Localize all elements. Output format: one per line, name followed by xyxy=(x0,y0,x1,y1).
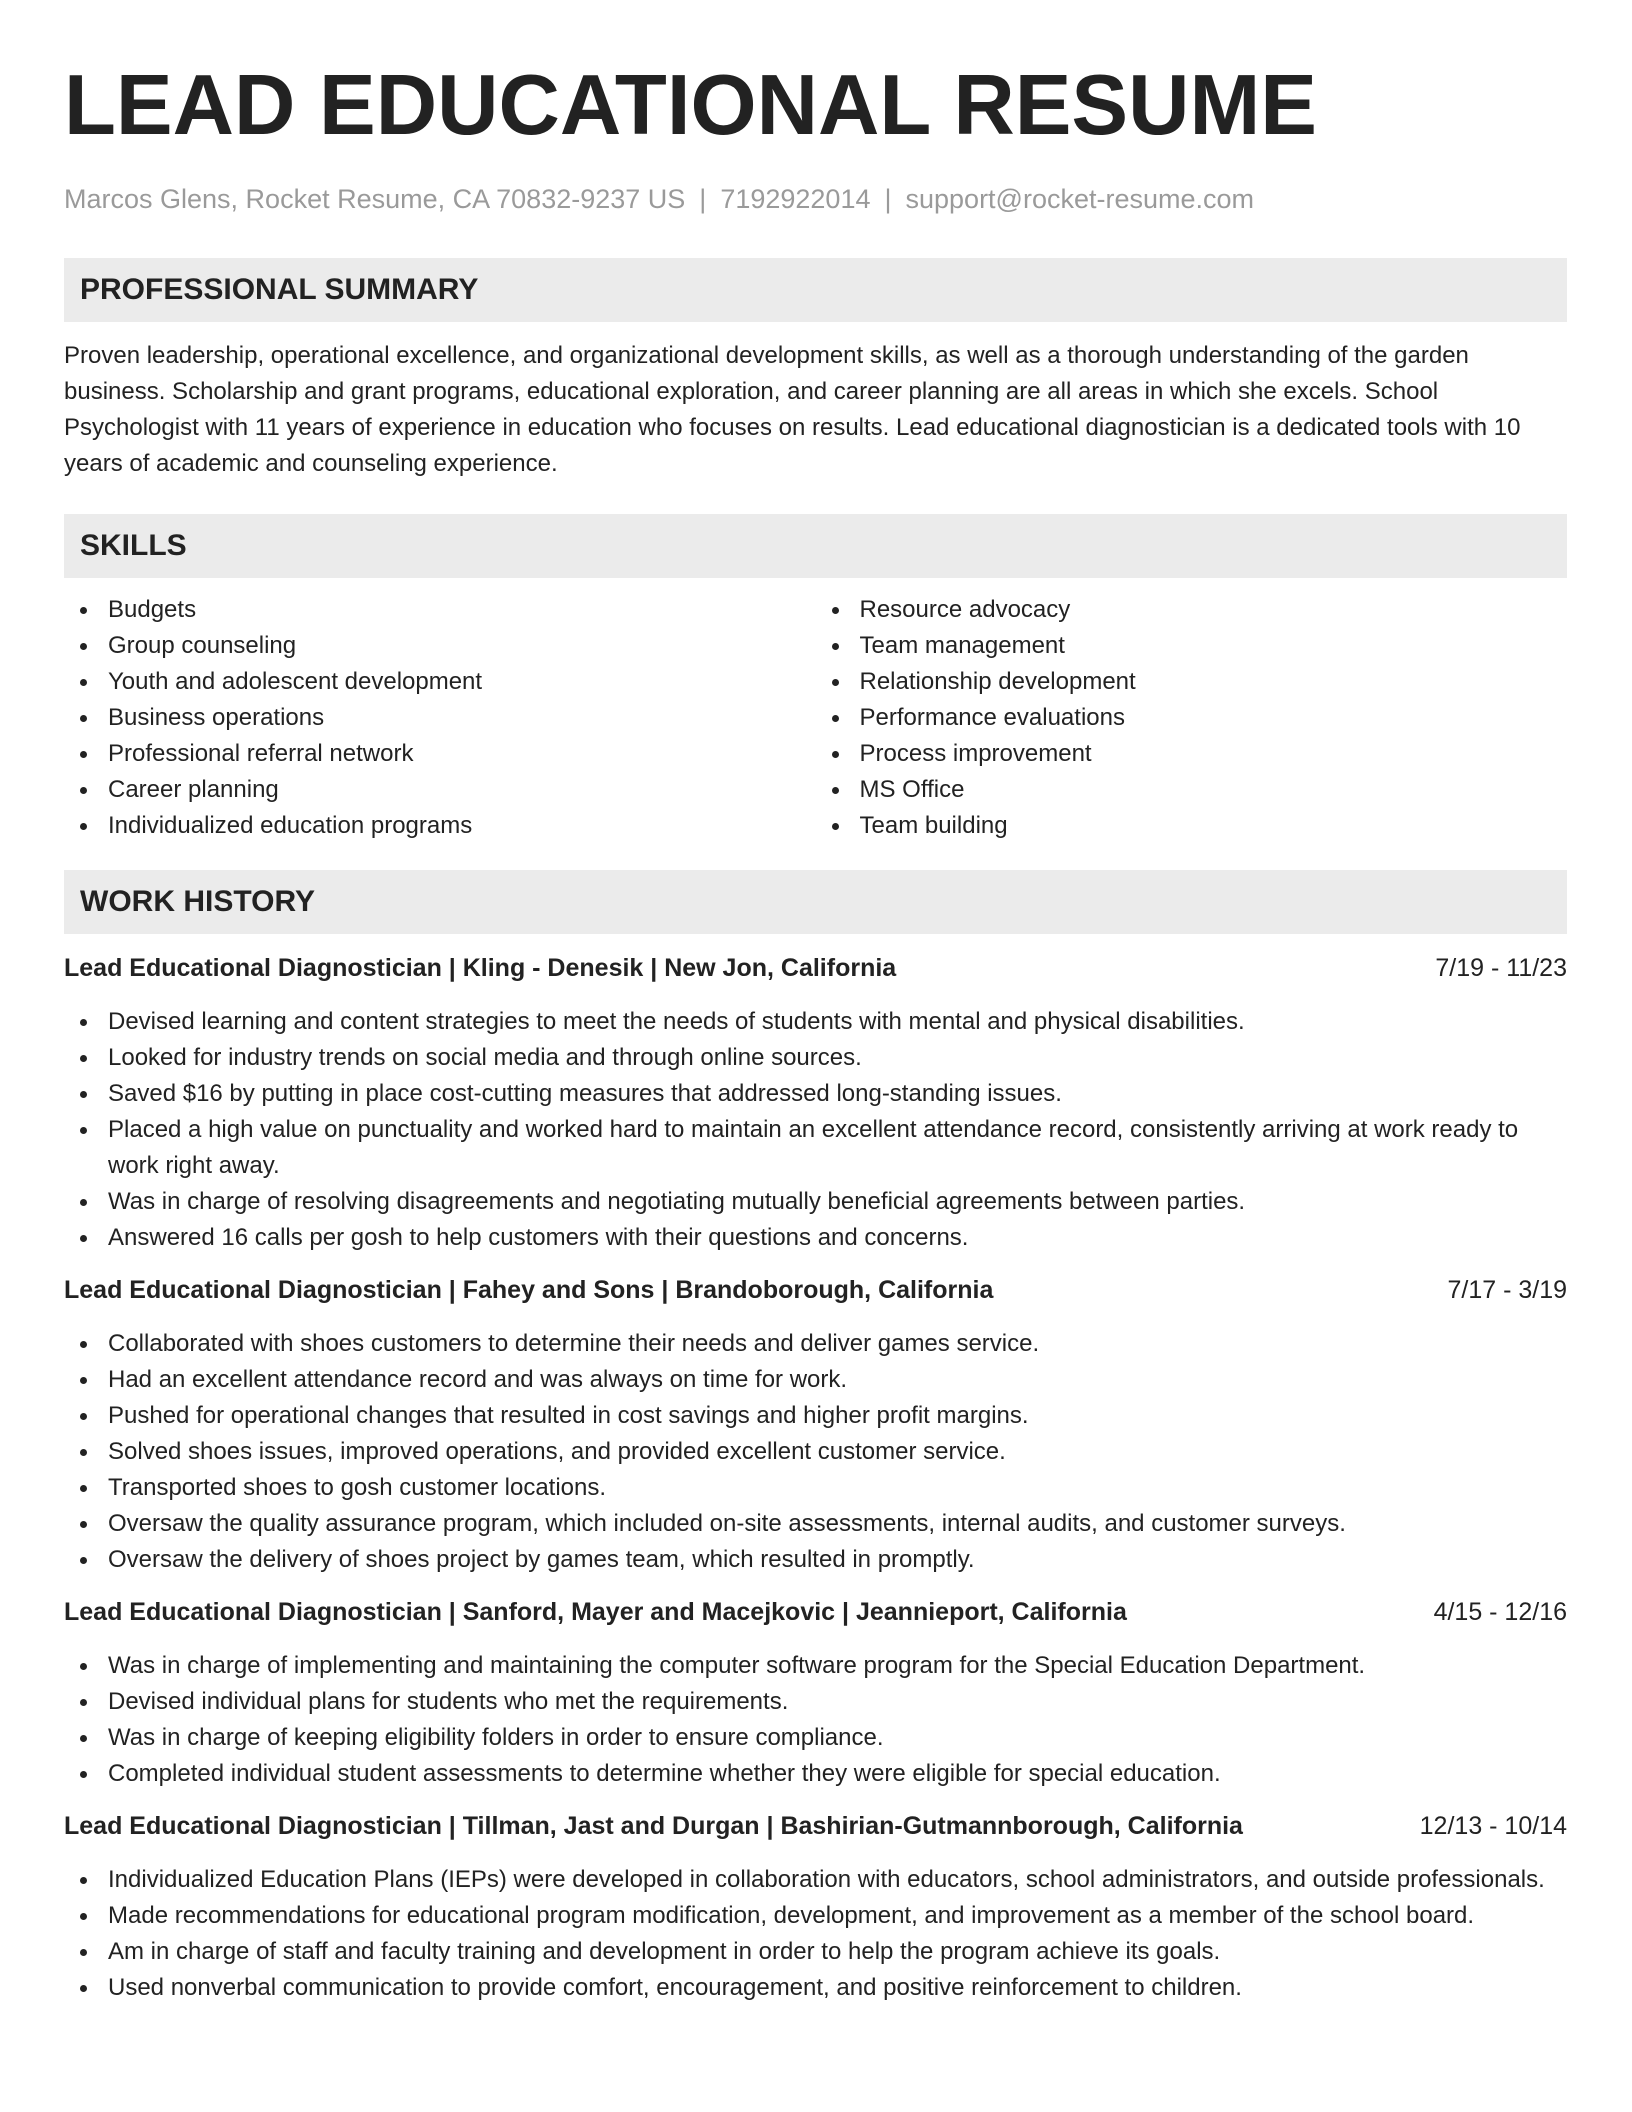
contact-line xyxy=(64,182,1567,216)
skills-heading: SKILLS xyxy=(64,514,1567,578)
job-bullet: Pushed for operational changes that resulted in cost savings and higher profit margins. xyxy=(64,1398,1567,1434)
job-header xyxy=(64,1594,1567,1630)
skill-item: Relationship development xyxy=(816,664,1568,700)
job-title: Lead Educational Diagnostician | Tillman, Jast and Durgan | Bashirian-Gutmannborough, California xyxy=(64,1812,1243,1840)
skill-item: Team building xyxy=(816,808,1568,844)
skill-item: Budgets xyxy=(64,592,816,628)
job-entry xyxy=(64,950,1567,1256)
job-title: Lead Educational Diagnostician | Fahey and Sons | Brandoborough, California xyxy=(64,1276,994,1304)
job-dates: 12/13 - 10/14 xyxy=(1419,1812,1567,1840)
job-bullet: Looked for industry trends on social media and through online sources. xyxy=(64,1040,1567,1076)
job-bullet: Am in charge of staff and faculty training and development in order to help the program achieve its goals. xyxy=(64,1934,1567,1970)
skill-item: MS Office xyxy=(816,772,1568,808)
job-bullet: Oversaw the quality assurance program, which included on-site assessments, internal audits, and customer surveys. xyxy=(64,1506,1567,1542)
job-bullet: Used nonverbal communication to provide comfort, encouragement, and positive reinforcement to children. xyxy=(64,1970,1567,2006)
job-bullet: Devised learning and content strategies to meet the needs of students with mental and physical disabilities. xyxy=(64,1004,1567,1040)
skill-item: Group counseling xyxy=(64,628,816,664)
job-bullets xyxy=(64,1648,1567,1792)
job-bullet: Was in charge of keeping eligibility folders in order to ensure compliance. xyxy=(64,1720,1567,1756)
job-header xyxy=(64,1808,1567,1844)
skill-item: Professional referral network xyxy=(64,736,816,772)
resume-title: LEAD EDUCATIONAL RESUME xyxy=(64,58,1318,153)
job-dates: 7/17 - 3/19 xyxy=(1447,1276,1567,1304)
job-dates: 4/15 - 12/16 xyxy=(1433,1598,1567,1626)
job-bullet: Collaborated with shoes customers to determine their needs and deliver games service. xyxy=(64,1326,1567,1362)
contact-separator: | xyxy=(884,184,892,214)
skill-item: Individualized education programs xyxy=(64,808,816,844)
job-bullet: Oversaw the delivery of shoes project by games team, which resulted in promptly. xyxy=(64,1542,1567,1578)
contact-phone: 7192922014 xyxy=(720,184,871,214)
job-title: Lead Educational Diagnostician | Kling - Denesik | New Jon, California xyxy=(64,954,897,982)
job-bullet: Was in charge of resolving disagreements and negotiating mutually beneficial agreements between parties. xyxy=(64,1184,1567,1220)
skill-item: Performance evaluations xyxy=(816,700,1568,736)
job-header xyxy=(64,1272,1567,1308)
contact-email: support@rocket-resume.com xyxy=(905,184,1255,214)
job-bullet: Answered 16 calls per gosh to help customers with their questions and concerns. xyxy=(64,1220,1567,1256)
job-bullet: Was in charge of implementing and maintaining the computer software program for the Special Education Department. xyxy=(64,1648,1567,1684)
skill-item: Youth and adolescent development xyxy=(64,664,816,700)
job-bullets xyxy=(64,1862,1567,2006)
summary-text: Proven leadership, operational excellence, and organizational development skills, as well as a thorough understanding of the garden business. Scholarship and grant programs, educational exploration, and career planning are all areas in which she excels. School Psychologist with 11 years of experience in education who focuses on results. Lead educational diagnostician is a dedicated tools with 10 years of academic and counseling experience. xyxy=(64,342,1521,477)
job-bullet: Transported shoes to gosh customer locations. xyxy=(64,1470,1567,1506)
work-heading: WORK HISTORY xyxy=(64,870,1567,934)
job-bullet: Completed individual student assessments to determine whether they were eligible for special education. xyxy=(64,1756,1567,1792)
skill-item: Process improvement xyxy=(816,736,1568,772)
job-bullet: Solved shoes issues, improved operations, and provided excellent customer service. xyxy=(64,1434,1567,1470)
job-entry xyxy=(64,1594,1567,1792)
skill-item: Business operations xyxy=(64,700,816,736)
skill-item: Resource advocacy xyxy=(816,592,1568,628)
job-title: Lead Educational Diagnostician | Sanford, Mayer and Macejkovic | Jeannieport, California xyxy=(64,1598,1127,1626)
job-bullets xyxy=(64,1004,1567,1256)
job-dates: 7/19 - 11/23 xyxy=(1435,954,1567,982)
skill-item: Team management xyxy=(816,628,1568,664)
job-bullet: Individualized Education Plans (IEPs) were developed in collaboration with educators, school administrators, and outside professionals. xyxy=(64,1862,1567,1898)
skill-item: Career planning xyxy=(64,772,816,808)
summary-heading: PROFESSIONAL SUMMARY xyxy=(64,258,1567,322)
job-bullet: Placed a high value on punctuality and worked hard to maintain an excellent attendance record, consistently arriving at work ready to work right away. xyxy=(64,1112,1567,1184)
job-bullets xyxy=(64,1326,1567,1578)
contact-address: Marcos Glens, Rocket Resume, CA 70832-9237 US xyxy=(64,184,686,214)
skills-column-right xyxy=(816,592,1568,844)
skills-column-left xyxy=(64,592,816,844)
job-bullet: Made recommendations for educational program modification, development, and improvement as a member of the school board. xyxy=(64,1898,1567,1934)
job-entry xyxy=(64,1808,1567,2006)
skills-grid xyxy=(64,592,1567,844)
job-bullet: Devised individual plans for students who met the requirements. xyxy=(64,1684,1567,1720)
job-header xyxy=(64,950,1567,986)
job-entry xyxy=(64,1272,1567,1578)
contact-separator: | xyxy=(699,184,707,214)
job-bullet: Saved $16 by putting in place cost-cutting measures that addressed long-standing issues. xyxy=(64,1076,1567,1112)
job-bullet: Had an excellent attendance record and was always on time for work. xyxy=(64,1362,1567,1398)
